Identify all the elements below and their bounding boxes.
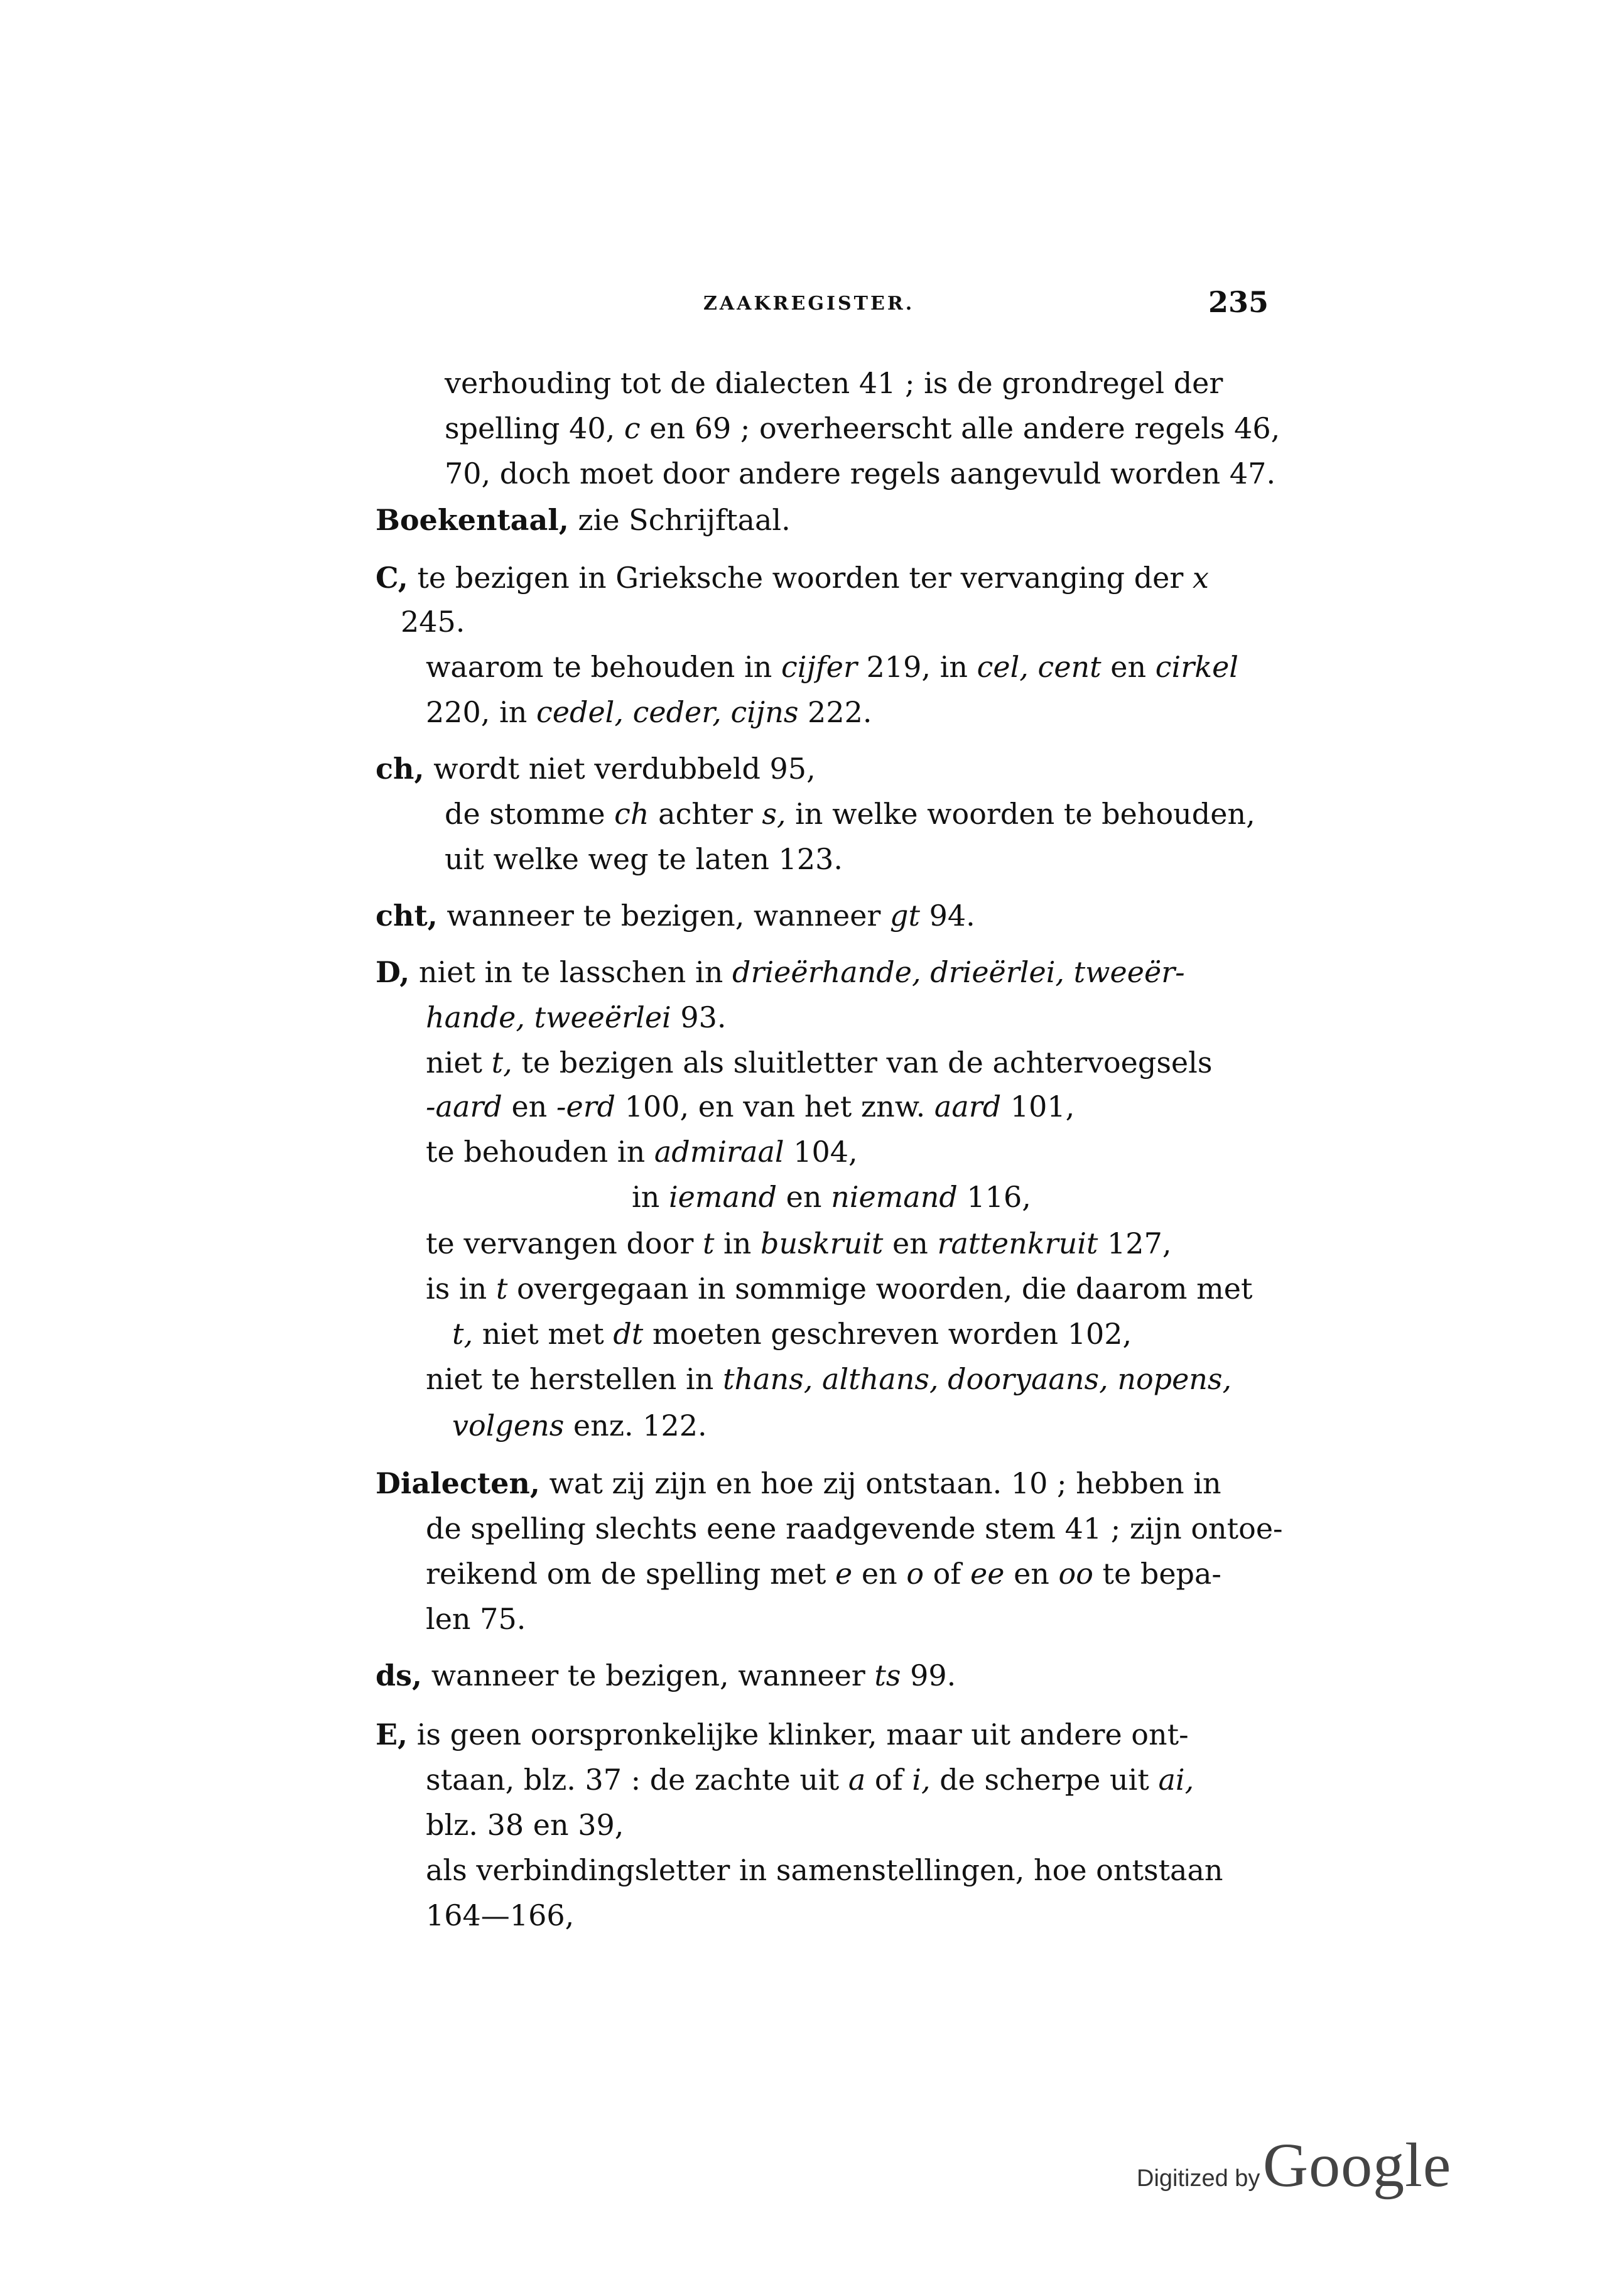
index-line bbox=[426, 1897, 574, 1934]
cited-word: oo bbox=[1058, 1557, 1093, 1591]
cited-word: thans, althans, dooryaans, nopens, bbox=[723, 1362, 1232, 1396]
line-text: 93. bbox=[671, 1000, 727, 1034]
line-text: uit welke weg te laten 123. bbox=[445, 842, 843, 876]
cited-word: -erd bbox=[556, 1090, 616, 1123]
cited-word: t, bbox=[491, 1046, 512, 1080]
line-text: en bbox=[1101, 650, 1156, 684]
index-line bbox=[426, 998, 727, 1036]
line-text: wordt niet verdubbeld 95, bbox=[424, 752, 816, 786]
line-text: 116, bbox=[957, 1180, 1031, 1214]
line-text: de scherpe uit bbox=[930, 1763, 1159, 1797]
entry-headword: E, bbox=[376, 1718, 408, 1751]
cited-word: rattenkruit bbox=[937, 1226, 1098, 1260]
entry-headword: Boekentaal, bbox=[376, 503, 569, 537]
index-line bbox=[426, 1510, 1283, 1547]
running-head: ZAAKREGISTER. bbox=[703, 293, 915, 315]
line-text: 101, bbox=[1001, 1090, 1075, 1123]
line-text: reikend om de spelling met bbox=[426, 1557, 835, 1591]
line-text: is in bbox=[426, 1272, 496, 1306]
line-text: staan, blz. 37 : de zachte uit bbox=[426, 1763, 848, 1797]
entry-headword: D, bbox=[376, 955, 410, 989]
index-line bbox=[426, 648, 1238, 686]
cited-word: admiraal bbox=[654, 1135, 784, 1169]
line-text: niet te herstellen in bbox=[426, 1362, 723, 1396]
line-text: moeten geschreven worden 102, bbox=[643, 1317, 1132, 1351]
line-text: en 69 ; overheerscht alle andere regels 46, bbox=[640, 411, 1280, 445]
cited-word: ee bbox=[970, 1557, 1005, 1591]
index-line bbox=[445, 840, 843, 878]
line-text: te behouden in bbox=[426, 1135, 654, 1169]
line-text: te bezigen als sluitletter van de achtervoegsels bbox=[512, 1046, 1213, 1080]
line-text: en bbox=[502, 1090, 556, 1123]
index-line bbox=[376, 953, 1185, 991]
cited-word: cirkel bbox=[1155, 650, 1239, 684]
line-text: wanneer te bezigen, wanneer bbox=[422, 1659, 875, 1692]
line-text: 220, in bbox=[426, 695, 537, 729]
google-logo: Google bbox=[1262, 2130, 1452, 2200]
line-text: en bbox=[883, 1226, 938, 1260]
line-text: verhouding tot de dialecten 41 ; is de grondregel der bbox=[445, 366, 1223, 400]
line-text: niet bbox=[426, 1046, 492, 1080]
line-text: 164—166, bbox=[426, 1898, 575, 1932]
index-line bbox=[426, 1761, 1194, 1799]
index-line bbox=[426, 1851, 1223, 1889]
index-line bbox=[426, 1555, 1221, 1593]
page-header bbox=[703, 285, 1269, 327]
index-line bbox=[426, 1044, 1212, 1081]
cited-word: ch bbox=[614, 797, 649, 831]
line-text: 70, doch moet door andere regels aangevuld worden 47. bbox=[445, 457, 1276, 490]
line-text: 94. bbox=[919, 899, 975, 933]
index-line bbox=[376, 750, 816, 787]
line-text: 245. bbox=[401, 605, 465, 639]
index-line bbox=[426, 693, 872, 731]
line-text: is geen oorspronkelijke klinker, maar uit andere ont- bbox=[408, 1718, 1189, 1751]
cited-word: i, bbox=[912, 1763, 931, 1797]
line-text: in bbox=[632, 1180, 669, 1214]
line-text: niet in te lasschen in bbox=[409, 955, 733, 989]
line-text: niet met bbox=[473, 1317, 614, 1351]
cited-word: cedel, ceder, cijns bbox=[536, 695, 799, 729]
index-line bbox=[452, 1315, 1132, 1353]
cited-word: c bbox=[624, 411, 641, 445]
cited-word: buskruit bbox=[761, 1226, 884, 1260]
index-line bbox=[426, 1360, 1232, 1398]
index-line bbox=[376, 559, 1209, 597]
digitized-by-watermark bbox=[1137, 2129, 1452, 2200]
index-line bbox=[426, 1600, 526, 1638]
line-text: wanneer te bezigen, wanneer bbox=[437, 899, 890, 933]
index-line bbox=[426, 1806, 624, 1844]
cited-word: iemand bbox=[668, 1180, 777, 1214]
index-line bbox=[445, 455, 1275, 492]
cited-word: cel, cent bbox=[977, 650, 1102, 684]
entry-headword: ch, bbox=[376, 752, 425, 786]
digitized-by-text: Digitized by bbox=[1137, 2165, 1260, 2192]
index-line bbox=[445, 364, 1223, 402]
cited-word: -aard bbox=[426, 1090, 502, 1123]
line-text: te vervangen door bbox=[426, 1226, 703, 1260]
cited-word: a bbox=[848, 1763, 866, 1797]
index-line bbox=[426, 1133, 858, 1171]
line-text: en bbox=[1004, 1557, 1059, 1591]
cited-word: t, bbox=[452, 1317, 474, 1351]
line-text: de spelling slechts eene raadgevende stem 41 ; zijn ontoe- bbox=[426, 1512, 1283, 1545]
index-line bbox=[426, 1225, 1171, 1262]
cited-word: niemand bbox=[831, 1180, 958, 1214]
cited-word: t bbox=[702, 1226, 715, 1260]
index-line bbox=[632, 1178, 1031, 1216]
index-line bbox=[445, 795, 1255, 833]
line-text: achter bbox=[649, 797, 762, 831]
index-line bbox=[445, 409, 1280, 447]
line-text: 127, bbox=[1098, 1226, 1172, 1260]
line-text: overgegaan in sommige woorden, die daarom met bbox=[507, 1272, 1253, 1306]
cited-word: e bbox=[835, 1557, 853, 1591]
index-line bbox=[376, 501, 791, 539]
line-text: zie Schrijftaal. bbox=[568, 503, 791, 537]
index-line bbox=[376, 1657, 956, 1694]
line-text: te bepa- bbox=[1093, 1557, 1221, 1591]
entry-headword: cht, bbox=[376, 899, 438, 933]
line-text: enz. 122. bbox=[564, 1409, 707, 1442]
line-text: spelling 40, bbox=[445, 411, 624, 445]
cited-word: hande, tweeërlei bbox=[426, 1000, 671, 1034]
cited-word: volgens bbox=[452, 1409, 565, 1442]
line-text: waarom te behouden in bbox=[426, 650, 781, 684]
cited-word: gt bbox=[890, 899, 920, 933]
line-text: en bbox=[852, 1557, 907, 1591]
line-text: te bezigen in Grieksche woorden ter vervanging der bbox=[408, 561, 1193, 595]
line-text: blz. 38 en 39, bbox=[426, 1808, 624, 1842]
cited-word: aard bbox=[934, 1090, 1002, 1123]
index-line bbox=[376, 897, 975, 934]
cited-word: dt bbox=[613, 1317, 644, 1351]
line-text: en bbox=[777, 1180, 831, 1214]
line-text: 100, en van het znw. bbox=[615, 1090, 934, 1123]
line-text: 219, in bbox=[857, 650, 977, 684]
cited-word: s, bbox=[762, 797, 786, 831]
cited-word: ts bbox=[874, 1659, 901, 1692]
line-text: 99. bbox=[901, 1659, 956, 1692]
line-text: als verbindingsletter in samenstellingen, hoe ontstaan bbox=[426, 1853, 1223, 1887]
line-text: of bbox=[865, 1763, 912, 1797]
line-text: wat zij zijn en hoe zij ontstaan. 10 ; hebben in bbox=[539, 1466, 1221, 1500]
entry-headword: Dialecten, bbox=[376, 1466, 540, 1500]
line-text: 222. bbox=[798, 695, 872, 729]
cited-word: cijfer bbox=[781, 650, 857, 684]
line-text: de stomme bbox=[445, 797, 615, 831]
cited-word: x bbox=[1193, 561, 1209, 595]
cited-word: o bbox=[906, 1557, 924, 1591]
line-text: in welke woorden te behouden, bbox=[786, 797, 1255, 831]
index-line bbox=[401, 603, 465, 641]
cited-word: drieërhande, drieërlei, tweeër- bbox=[732, 955, 1185, 989]
entry-headword: ds, bbox=[376, 1659, 423, 1692]
index-line bbox=[426, 1088, 1075, 1125]
index-line bbox=[452, 1407, 707, 1444]
index-line bbox=[426, 1270, 1252, 1307]
page-number: 235 bbox=[1208, 285, 1269, 319]
line-text: in bbox=[714, 1226, 761, 1260]
cited-word: ai, bbox=[1158, 1763, 1194, 1797]
line-text: len 75. bbox=[426, 1602, 526, 1636]
line-text: 104, bbox=[784, 1135, 858, 1169]
index-line bbox=[376, 1464, 1221, 1502]
entry-headword: C, bbox=[376, 561, 408, 595]
index-line bbox=[376, 1716, 1189, 1753]
cited-word: t bbox=[495, 1272, 508, 1306]
line-text: of bbox=[924, 1557, 970, 1591]
